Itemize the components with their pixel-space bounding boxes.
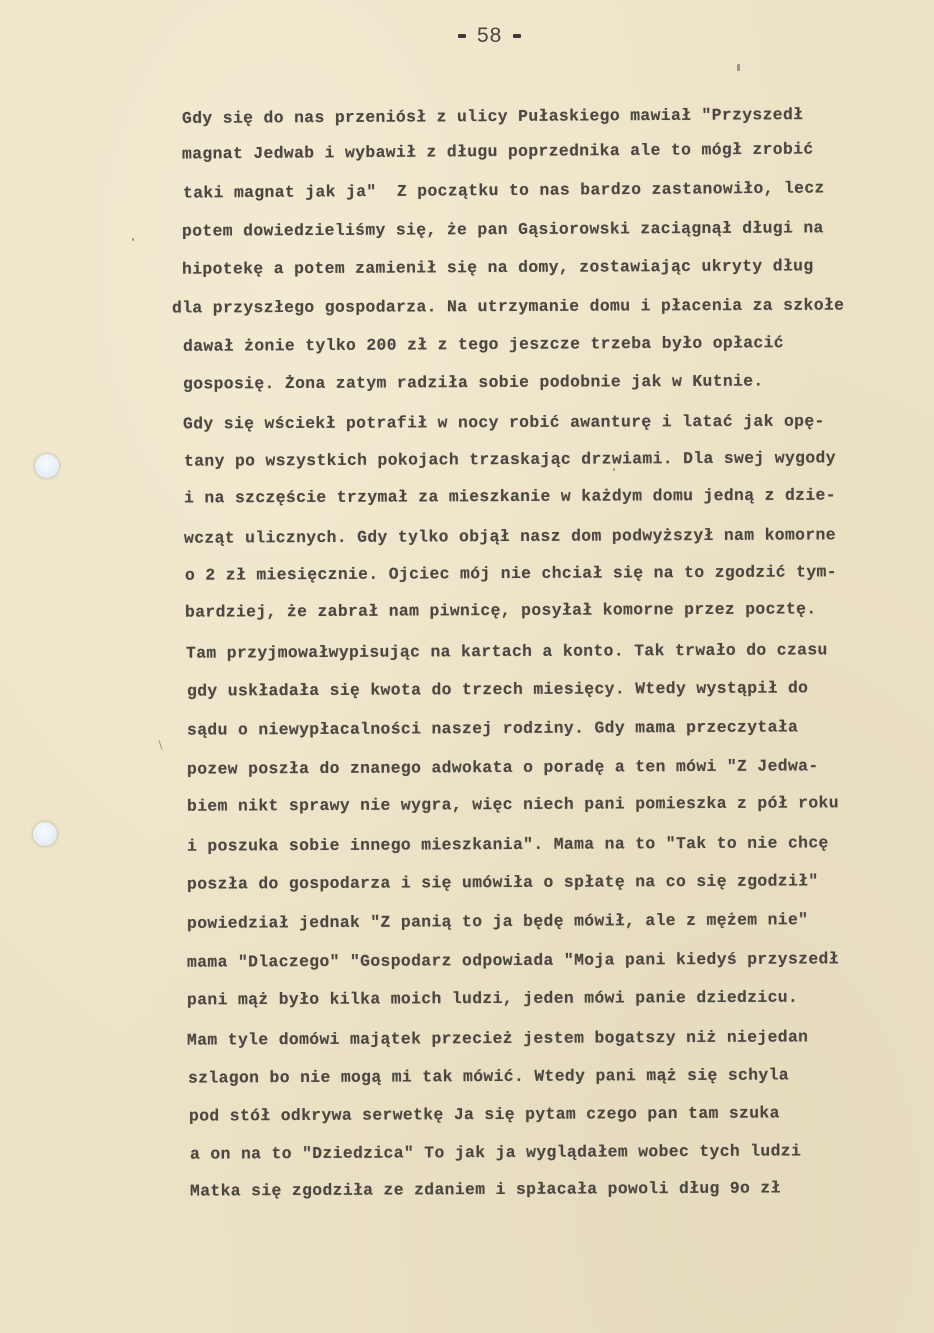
text-line: magnat Jedwab i wybawił z długu poprzednika ale to mógł zrobić xyxy=(181,139,814,164)
text-line: a on na to "Dziedzica" To jak ja wyglądałem wobec tych ludzi xyxy=(189,1141,802,1164)
text-line: pozew poszła do znanego adwokata o poradę a ten mówi "Z Jedwa- xyxy=(186,756,819,779)
text-line: szlagon bo nie mogą mi tak mówić. Wtedy pani mąż się schyla xyxy=(187,1065,790,1088)
text-line: hipotekę a potem zamienił się na domy, zostawiając ukryty dług xyxy=(181,256,814,279)
text-line: i poszuka sobie innego mieszkania". Mama na to "Tak to nie chcę xyxy=(186,833,829,856)
text-line: pod stół odkrywa serwetkę Ja się pytam czego pan tam szuka xyxy=(188,1103,780,1126)
text-line: Matka się zgodziła ze zdaniem i spłacała powoli dług 9o zł xyxy=(189,1178,781,1201)
ink-speck xyxy=(132,238,134,241)
text-line: sądu o niewypłacalności naszej rodziny. Gdy mama przeczytała xyxy=(186,717,799,740)
text-line: taki magnat jak ja" Z początku to nas bardzo zastanowiło, lecz xyxy=(182,178,825,203)
page-number xyxy=(447,24,532,48)
text-line: dla przyszłego gospodarza. Na utrzymanie domu i płacenia za szkołe xyxy=(171,295,845,318)
text-line: gdy uskładała się kwota do trzech miesięcy. Wtedy wystąpił do xyxy=(186,678,809,701)
text-line: pani mąż było kilka moich ludzi, jeden mówi panie dziedzicu. xyxy=(186,987,799,1010)
text-line: i na szczęście trzymał za mieszkanie w każdym domu jedną z dzie- xyxy=(183,485,836,508)
ink-speck xyxy=(737,64,740,71)
text-line: dawał żonie tylko 200 zł z tego jeszcze trzeba było opłacić xyxy=(182,333,785,356)
ink-speck xyxy=(158,740,162,750)
text-line: o 2 zł miesięcznie. Ojciec mój nie chciał się na to zgodzić tym- xyxy=(184,562,837,585)
text-line: powiedział jednak "Z panią to ja będę mówił, ale z mężem nie" xyxy=(186,910,809,933)
text-line: wcząt ulicznych. Gdy tylko objął nasz dom podwyższył nam komorne xyxy=(183,525,836,548)
text-line: Mam tyle domówi majątek przecież jestem bogatszy niż niejedan xyxy=(186,1027,809,1050)
text-line: potem dowiedzieliśmy się, że pan Gąsiorowski zaciągnął długi na xyxy=(181,218,824,241)
text-line: bardziej, że zabrał nam piwnicę, posyłał komorne przez pocztę. xyxy=(184,599,817,622)
text-line: Tam przyjmowałwypisując na kartach a konto. Tak trwało do czasu xyxy=(185,640,828,663)
text-line: Gdy się do nas przeniósł z ulicy Pułaskiego mawiał "Przyszedł xyxy=(181,105,804,128)
punch-hole-top xyxy=(35,454,59,478)
text-line: gosposię. Żona zatym radziła sobie podobnie jak w Kutnie. xyxy=(182,371,764,394)
page-number-dash-right xyxy=(513,34,521,38)
page-number-value: 58 xyxy=(477,24,503,47)
punch-hole-bottom xyxy=(33,822,57,846)
text-line: mama "Dlaczego" "Gospodarz odpowiada "Moja pani kiedyś przyszedł xyxy=(186,949,839,972)
page-number-dash-left xyxy=(458,34,466,38)
text-line: poszła do gospodarza i się umówiła o spłatę na co się zgodził" xyxy=(186,871,819,894)
text-line: tany po wszystkich pokojach trzaskając drzwiami. Dla swej wygody xyxy=(183,448,836,471)
text-line: Gdy się wściekł potrafił w nocy robić awanturę i latać jak opę- xyxy=(182,411,825,434)
text-line: biem nikt sprawy nie wygra, więc niech pani pomieszka z pół roku xyxy=(186,793,839,816)
